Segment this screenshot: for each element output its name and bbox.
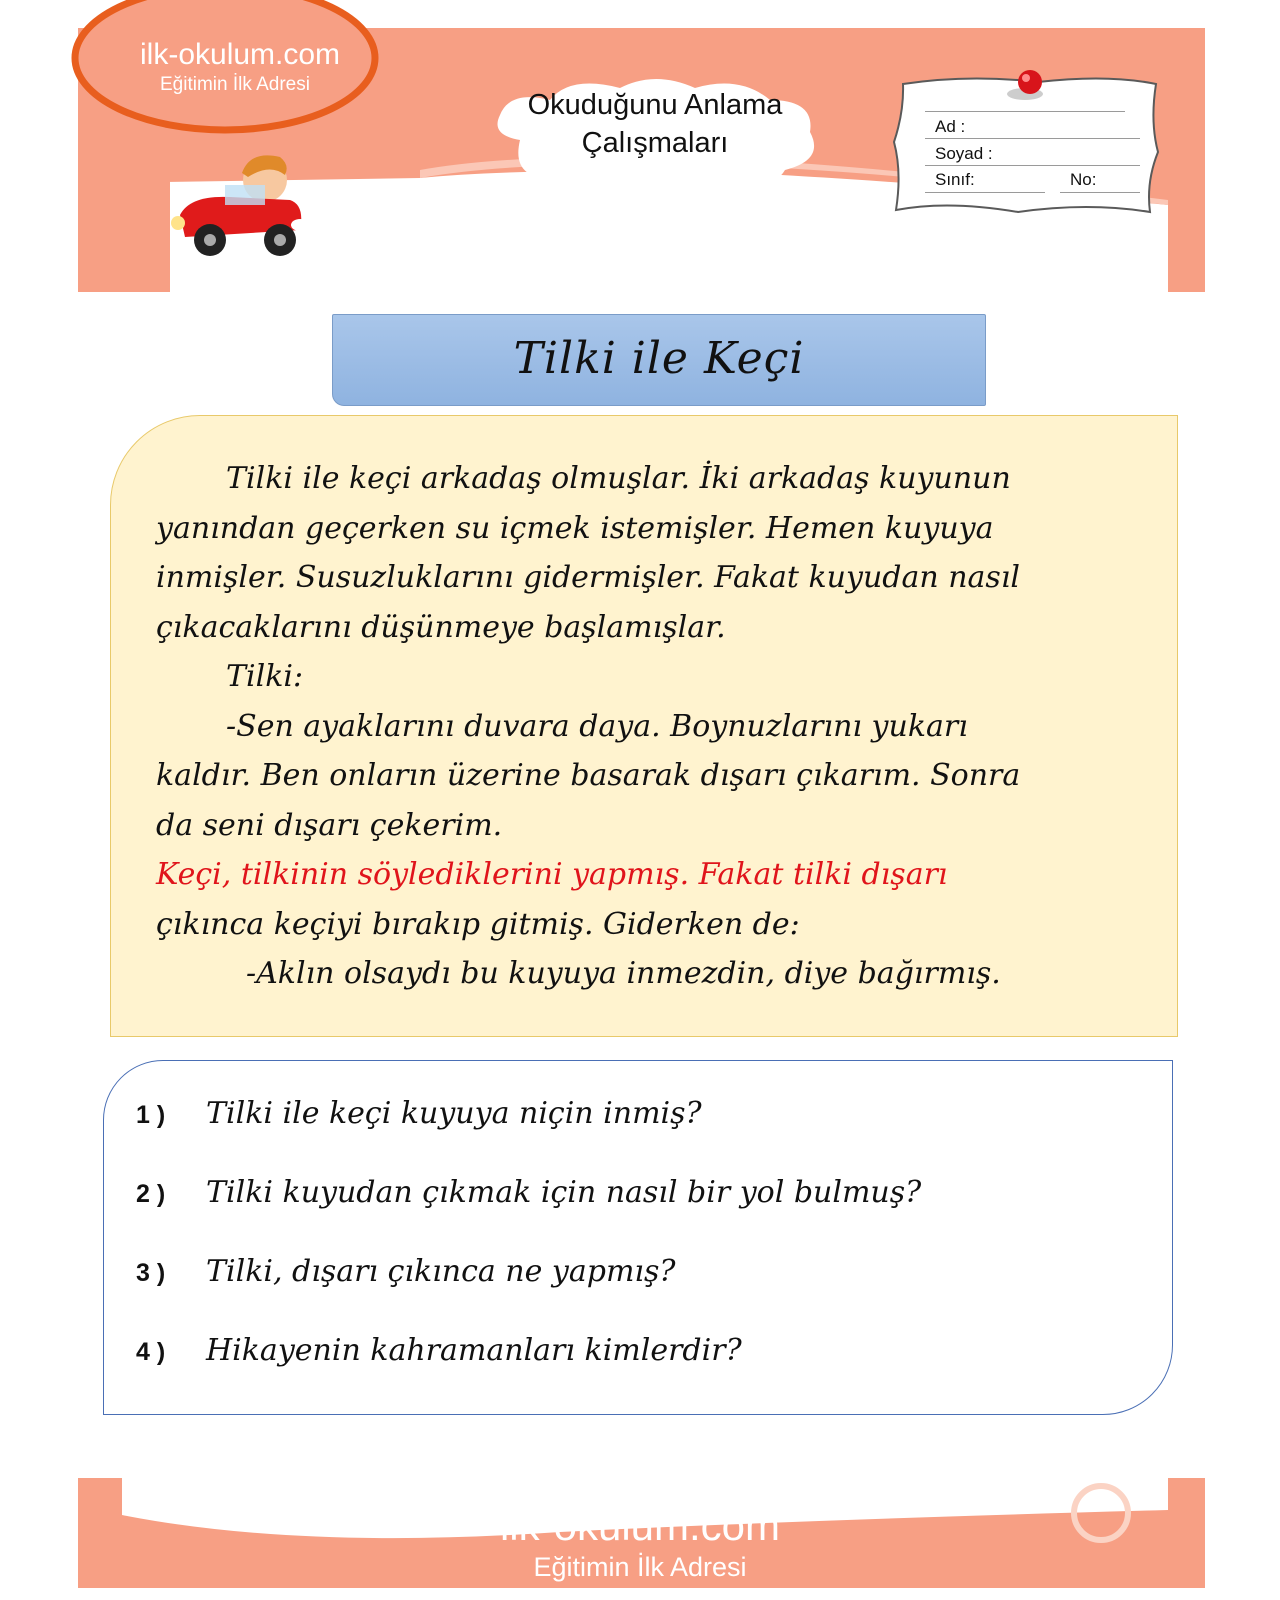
question-item	[136, 1333, 742, 1368]
red-pushpin-icon	[1000, 66, 1050, 106]
story-line: Keçi, tilkinin söylediklerini yapmış. Fakat tilki dışarı	[156, 857, 948, 892]
story-line: inmişler. Susuzluklarını gidermişler. Fakat kuyudan nasıl	[156, 560, 1021, 595]
question-number: 3 )	[136, 1259, 166, 1287]
question-text: Tilki ile keçi kuyuya niçin inmiş?	[206, 1096, 702, 1131]
story-line: yanından geçerken su içmek istemişler. Hemen kuyuya	[156, 510, 994, 546]
question-number: 1 )	[136, 1101, 166, 1129]
worksheet-title-line1: Okuduğunu Anlama	[527, 89, 783, 121]
story-line: çıkacaklarını düşünmeye başlamışlar.	[156, 609, 726, 645]
question-text: Tilki kuyudan çıkmak için nasıl bir yol bulmuş?	[206, 1175, 922, 1210]
story-line: -Sen ayaklarını duvara daya. Boynuzlarını yukarı	[226, 708, 968, 744]
no-label: No:	[1070, 170, 1097, 189]
question-item	[136, 1254, 675, 1289]
story-line: -Aklın olsaydı bu kuyuya inmezdin, diye bağırmış.	[246, 956, 1001, 991]
story-box	[110, 415, 1178, 1037]
story-text	[156, 454, 1156, 999]
questions-box	[103, 1060, 1173, 1415]
question-number: 4 )	[136, 1338, 166, 1366]
story-line: Tilki ile keçi arkadaş olmuşlar. İki arkadaş kuyunun	[226, 461, 1011, 496]
question-number: 2 )	[136, 1180, 166, 1208]
sinif-label: Sınıf:	[935, 170, 975, 189]
thought-bubbles	[280, 180, 420, 240]
story-line: Tilki:	[226, 659, 304, 694]
question-text: Tilki, dışarı çıkınca ne yapmış?	[206, 1254, 676, 1289]
story-title-box	[332, 314, 986, 406]
ad-label: Ad :	[935, 117, 966, 136]
footer-site-name[interactable]: ilk-okulum.com	[499, 1502, 781, 1549]
footer-site-slogan: Eğitimin İlk Adresi	[533, 1552, 747, 1582]
header-site-name[interactable]: ilk-okulum.com	[140, 38, 341, 71]
story-line: kaldır. Ben onların üzerine basarak dışarı çıkarım. Sonra	[156, 758, 1021, 793]
story-line: da seni dışarı çekerim.	[156, 807, 503, 843]
question-text: Hikayenin kahramanları kimlerdir?	[206, 1333, 742, 1368]
story-line: çıkınca keçiyi bırakıp gitmiş. Giderken de:	[156, 906, 800, 942]
header-site-slogan: Eğitimin İlk Adresi	[160, 74, 310, 95]
question-item	[136, 1096, 702, 1131]
soyad-label: Soyad :	[935, 144, 993, 163]
question-item	[136, 1175, 921, 1210]
worksheet-title	[505, 86, 805, 162]
worksheet-title-line2: Çalışmaları	[581, 127, 729, 159]
story-title: Tilki ile Keçi	[513, 333, 805, 384]
